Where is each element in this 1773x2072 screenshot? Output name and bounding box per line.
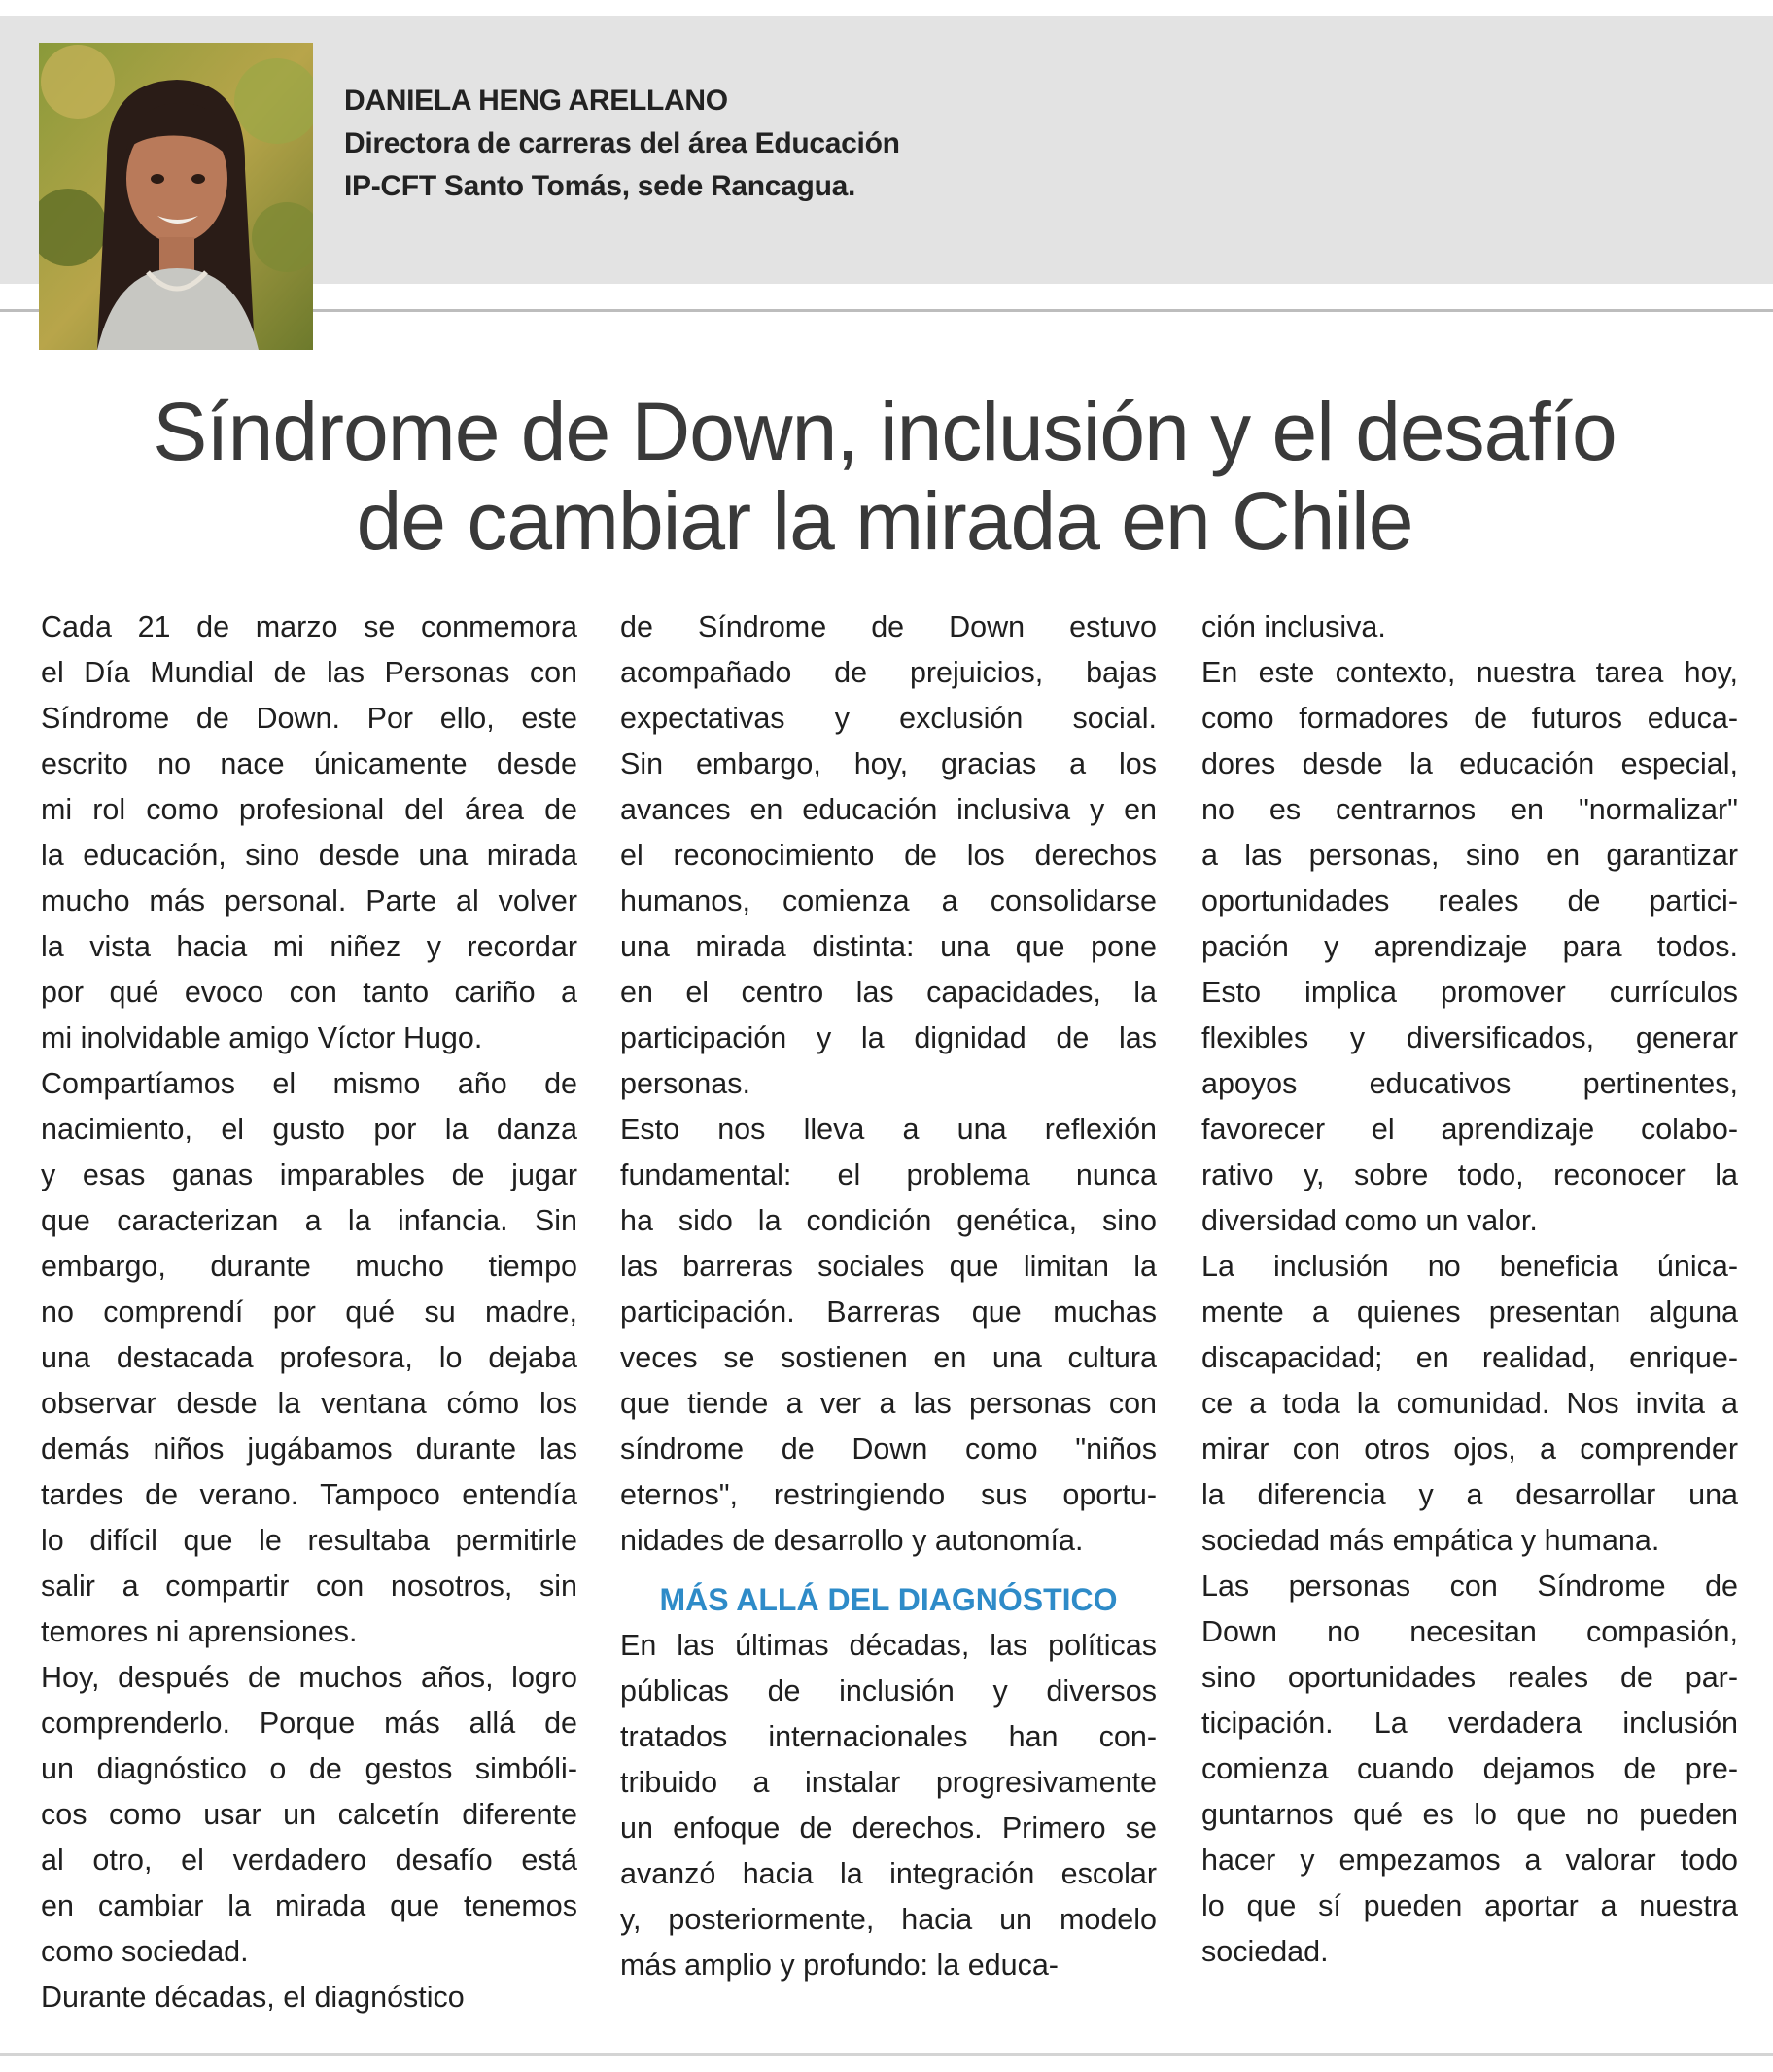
text-line: un diagnóstico o de gestos simbóli-	[41, 1752, 577, 1785]
section-subhead: MÁS ALLÁ DEL DIAGNÓSTICO	[659, 1582, 1118, 1617]
text-line: Síndrome de Down. Por ello, este	[41, 702, 577, 735]
text-line: en cambiar la mirada que tenemos	[41, 1889, 577, 1922]
text-line: no comprendí por qué su madre,	[41, 1295, 577, 1329]
text-line: la educación, sino desde una mirada	[41, 839, 577, 872]
text-line: y esas ganas imparables de jugar	[41, 1158, 577, 1191]
text-line: lo que sí pueden aportar a nuestra	[1201, 1889, 1738, 1922]
text-line: el reconocimiento de los derechos	[620, 839, 1157, 872]
text-line: las barreras sociales que limitan la	[620, 1250, 1157, 1283]
text-line: ce a toda la comunidad. Nos invita a	[1201, 1387, 1738, 1420]
text-line: embargo, durante mucho tiempo	[41, 1250, 577, 1283]
text-line: al otro, el verdadero desafío está	[41, 1844, 577, 1877]
author-role: Directora de carreras del área Educación	[344, 127, 900, 159]
page-title	[58, 387, 1711, 566]
text-line: no es centrarnos en "normalizar"	[1201, 793, 1738, 826]
text-line: eternos", restringiendo sus oportu-	[620, 1478, 1157, 1511]
text-line: ticipación. La verdadera inclusión	[1201, 1707, 1738, 1740]
text-line: de Síndrome de Down estuvo	[620, 610, 1157, 643]
text-line: oportunidades reales de partici-	[1201, 884, 1738, 917]
text-line: ción inclusiva.	[1201, 610, 1386, 643]
bottom-divider	[0, 2053, 1773, 2056]
text-line: sociedad.	[1201, 1935, 1329, 1968]
text-line: participación. Barreras que muchas	[620, 1295, 1157, 1329]
text-line: Esto implica promover currículos	[1201, 976, 1738, 1009]
author-name: DANIELA HENG ARELLANO	[344, 85, 728, 117]
text-line: fundamental: el problema nunca	[620, 1158, 1157, 1191]
text-line: un enfoque de derechos. Primero se	[620, 1812, 1157, 1845]
text-line: observar desde la ventana cómo los	[41, 1387, 577, 1420]
text-line: Las personas con Síndrome de	[1201, 1570, 1738, 1603]
text-line: acompañado de prejuicios, bajas	[620, 656, 1157, 689]
author-institution: IP-CFT Santo Tomás, sede Rancagua.	[344, 170, 856, 202]
text-line: como formadores de futuros educa-	[1201, 702, 1738, 735]
text-line: sociedad más empática y humana.	[1201, 1524, 1660, 1557]
text-line: nidades de desarrollo y autonomía.	[620, 1524, 1084, 1557]
text-line: La inclusión no beneficia única-	[1201, 1250, 1738, 1283]
text-line: mi rol como profesional del área de	[41, 793, 577, 826]
text-line: en el centro las capacidades, la	[620, 976, 1157, 1009]
text-line: tratados internacionales han con-	[620, 1720, 1157, 1753]
text-line: mi inolvidable amigo Víctor Hugo.	[41, 1021, 483, 1054]
text-line: mucho más personal. Parte al volver	[41, 884, 577, 917]
text-line: participación y la dignidad de las	[620, 1021, 1157, 1054]
text-line: mente a quienes presentan alguna	[1201, 1295, 1738, 1329]
text-line: favorecer el aprendizaje colabo-	[1201, 1113, 1738, 1146]
text-line: que tiende a ver a las personas con	[620, 1387, 1157, 1420]
text-line: personas.	[620, 1067, 750, 1100]
text-line: En este contexto, nuestra tarea hoy,	[1201, 656, 1738, 689]
text-line: como sociedad.	[41, 1935, 249, 1968]
text-line: públicas de inclusión y diversos	[620, 1675, 1157, 1708]
text-line: avanzó hacia la integración escolar	[620, 1857, 1157, 1890]
text-line: demás niños jugábamos durante las	[41, 1433, 577, 1466]
text-line: más amplio y profundo: la educa-	[620, 1949, 1059, 1982]
text-line: dores desde la educación especial,	[1201, 747, 1738, 780]
text-line: a las personas, sino en garantizar	[1201, 839, 1738, 872]
text-line: el Día Mundial de las Personas con	[41, 656, 577, 689]
article-column-3	[1201, 604, 1738, 1975]
text-line: pación y aprendizaje para todos.	[1201, 930, 1738, 963]
text-line: diversidad como un valor.	[1201, 1204, 1538, 1237]
text-line: Durante décadas, el diagnóstico	[41, 1981, 465, 2014]
text-line: la vista hacia mi niñez y recordar	[41, 930, 577, 963]
column-2-top	[620, 604, 1157, 1564]
author-byline	[344, 80, 900, 208]
column-2-bottom	[620, 1623, 1157, 1988]
text-line: que caracterizan a la infancia. Sin	[41, 1204, 577, 1237]
text-line: la diferencia y a desarrollar una	[1201, 1478, 1738, 1511]
text-line: nacimiento, el gusto por la danza	[41, 1113, 577, 1146]
text-line: mirar con otros ojos, a comprender	[1201, 1433, 1738, 1466]
text-line: comienza cuando dejamos de pre-	[1201, 1752, 1738, 1785]
text-line: Esto nos lleva a una reflexión	[620, 1113, 1157, 1146]
text-line: síndrome de Down como "niños	[620, 1433, 1157, 1466]
text-line: lo difícil que le resultaba permitirle	[41, 1524, 577, 1557]
text-line: Down no necesitan compasión,	[1201, 1615, 1738, 1648]
text-line: salir a compartir con nosotros, sin	[41, 1570, 577, 1603]
text-line: escrito no nace únicamente desde	[41, 747, 577, 780]
text-line: guntarnos qué es lo que no pueden	[1201, 1798, 1738, 1831]
text-line: y, posteriormente, hacia un modelo	[620, 1903, 1157, 1936]
text-line: hacer y empezamos a valorar todo	[1201, 1844, 1738, 1877]
text-line: comprenderlo. Porque más allá de	[41, 1707, 577, 1740]
text-line: avances en educación inclusiva y en	[620, 793, 1157, 826]
text-line: rativo y, sobre todo, reconocer la	[1201, 1158, 1738, 1191]
text-line: En las últimas décadas, las políticas	[620, 1629, 1157, 1662]
text-line: veces se sostienen en una cultura	[620, 1341, 1157, 1374]
text-line: Cada 21 de marzo se conmemora	[41, 610, 577, 643]
text-line: una mirada distinta: una que pone	[620, 930, 1157, 963]
article-column-2	[620, 604, 1157, 1988]
text-line: cos como usar un calcetín diferente	[41, 1798, 577, 1831]
text-line: sino oportunidades reales de par-	[1201, 1661, 1738, 1694]
text-line: tribuido a instalar progresivamente	[620, 1766, 1157, 1799]
text-line: apoyos educativos pertinentes,	[1201, 1067, 1738, 1100]
text-line: Sin embargo, hoy, gracias a los	[620, 747, 1157, 780]
text-line: discapacidad; en realidad, enrique-	[1201, 1341, 1738, 1374]
text-line: humanos, comienza a consolidarse	[620, 884, 1157, 917]
text-line: una destacada profesora, lo dejaba	[41, 1341, 577, 1374]
headline-line-1: Síndrome de Down, inclusión y el desafío	[153, 386, 1617, 477]
text-line: ha sido la condición genética, sino	[620, 1204, 1157, 1237]
article-column-1	[41, 604, 577, 2020]
text-line: flexibles y diversificados, generar	[1201, 1021, 1738, 1054]
author-photo	[39, 43, 313, 350]
text-line: por qué evoco con tanto cariño a	[41, 976, 577, 1009]
text-line: Compartíamos el mismo año de	[41, 1067, 577, 1100]
text-line: Hoy, después de muchos años, logro	[41, 1661, 577, 1694]
text-line: expectativas y exclusión social.	[620, 702, 1157, 735]
text-line: temores ni aprensiones.	[41, 1615, 358, 1648]
headline-line-2: de cambiar la mirada en Chile	[356, 475, 1413, 567]
text-line: tardes de verano. Tampoco entendía	[41, 1478, 577, 1511]
